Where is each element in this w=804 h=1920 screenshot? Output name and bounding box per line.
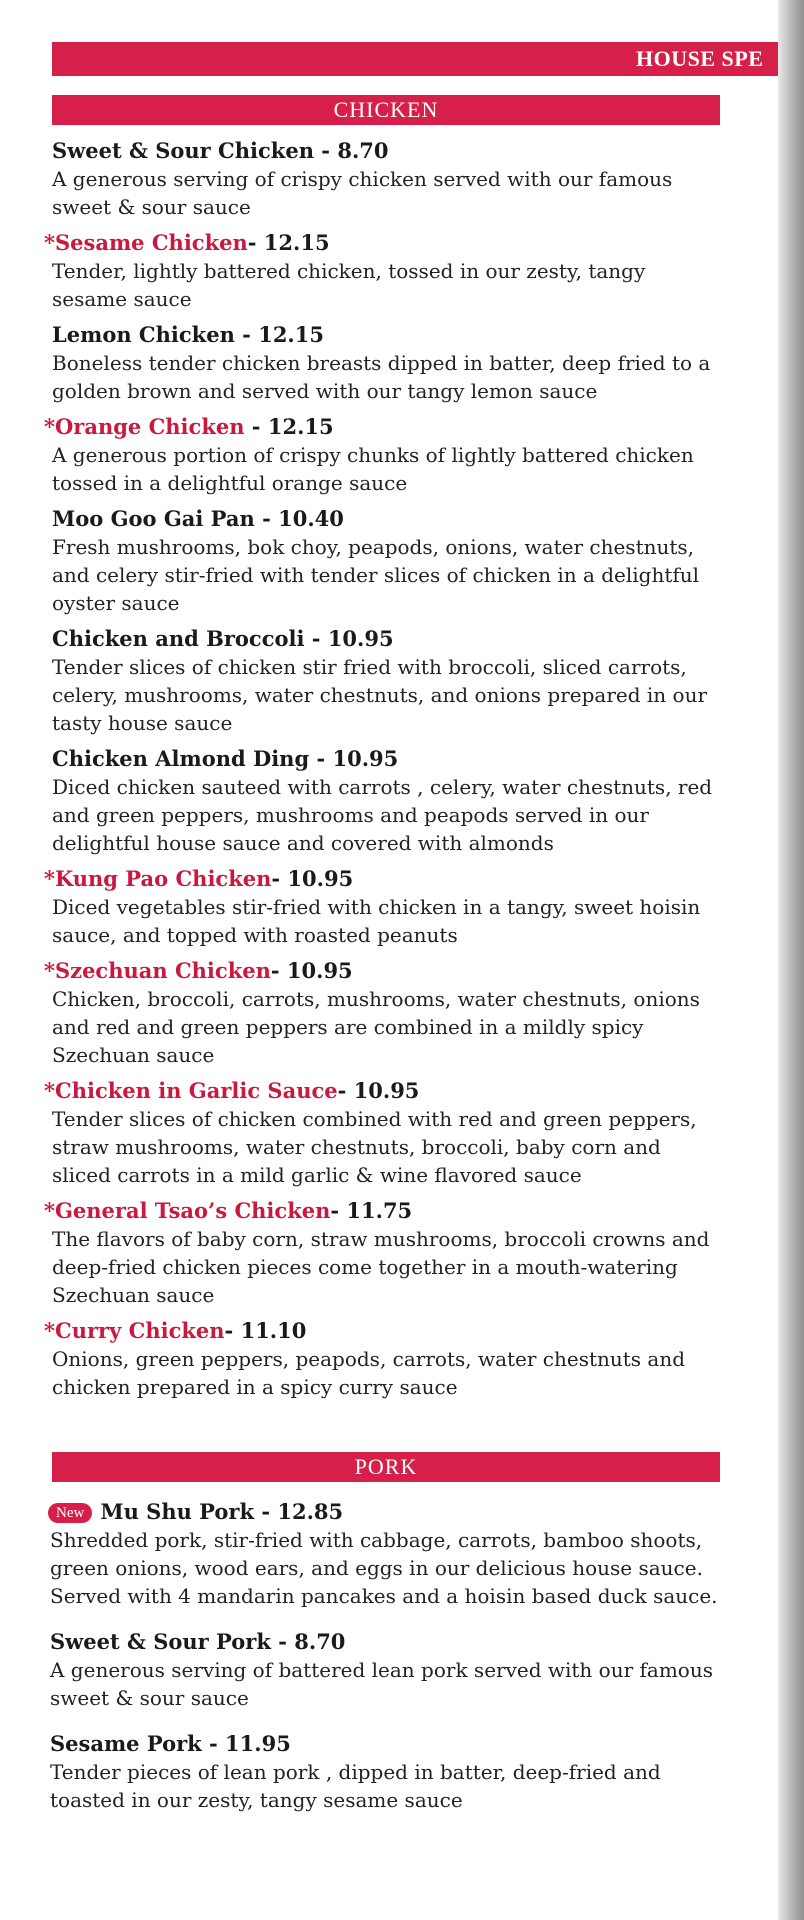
- item-title: [44, 1317, 724, 1345]
- item-description: Boneless tender chicken breasts dipped in batter, deep fried to a golden brown and served with our tangy lemon sauce: [52, 351, 711, 403]
- item-description: Chicken, broccoli, carrots, mushrooms, water chestnuts, onions and red and green peppers are combined in a mildly spicy Szechuan sauce: [52, 987, 700, 1067]
- item-sep: -: [314, 138, 338, 163]
- item-description: Onions, green peppers, peapods, carrots, water chestnuts and chicken prepared in a spicy curry sauce: [52, 1347, 686, 1399]
- item-sep: -: [271, 866, 288, 891]
- menu-item: [0, 1317, 780, 1401]
- item-name: Orange Chicken: [54, 414, 245, 439]
- item-price: 10.95: [353, 1078, 420, 1103]
- item-sep: -: [234, 322, 259, 347]
- item-title: [44, 1197, 724, 1225]
- item-name: Szechuan Chicken: [54, 958, 271, 983]
- item-price: 10.95: [287, 866, 354, 891]
- item-name: Chicken Almond Ding: [52, 746, 310, 771]
- item-title: [50, 1730, 724, 1758]
- menu-item: [0, 745, 780, 857]
- item-title: [44, 865, 724, 893]
- item-name: Chicken and Broccoli: [52, 626, 305, 651]
- item-title: [44, 413, 724, 441]
- item-price: 10.40: [278, 506, 344, 531]
- item-description: Tender pieces of lean pork , dipped in batter, deep-fried and toasted in our zesty, tangy sesame sauce: [50, 1760, 661, 1812]
- menu-item: [0, 1077, 780, 1189]
- item-description: Tender slices of chicken combined with red and green peppers, straw mushrooms, water chestnuts, broccoli, baby corn and sliced carrots in a mild garlic & wine flavored sauce: [52, 1107, 697, 1187]
- spicy-star: *: [44, 1318, 55, 1343]
- new-badge: New: [48, 1503, 92, 1523]
- menu-item: [0, 1628, 780, 1712]
- item-name: Sesame Pork: [50, 1731, 202, 1756]
- page-edge-shadow: [778, 0, 804, 1920]
- item-sep: -: [270, 1629, 295, 1654]
- item-description: Fresh mushrooms, bok choy, peapods, onions, water chestnuts, and celery stir-fried with tender slices of chicken in a delightful oyster sauce: [52, 535, 700, 615]
- item-price: 12.15: [258, 322, 324, 347]
- item-sep: -: [330, 1198, 347, 1223]
- house-specials-banner: [52, 42, 780, 76]
- chicken-section-header: CHICKEN: [52, 95, 720, 125]
- item-title: [52, 505, 724, 533]
- item-price: 12.15: [263, 230, 330, 255]
- item-description: Diced chicken sauteed with carrots , celery, water chestnuts, red and green peppers, mushrooms and peapods served in our delightful house sauce and covered with almonds: [52, 775, 713, 855]
- item-price: 8.70: [294, 1629, 346, 1654]
- spicy-star: *: [44, 1198, 55, 1223]
- item-name: Sweet & Sour Chicken: [52, 138, 314, 163]
- item-name: Moo Goo Gai Pan: [52, 506, 255, 531]
- item-name: Lemon Chicken: [52, 322, 235, 347]
- item-description: Shredded pork, stir-fried with cabbage, carrots, bamboo shoots, green onions, wood ears, and eggs in our delicious house sauce. Served with 4 mandarin pancakes and a hoisin based duck sauce.: [50, 1528, 718, 1608]
- item-price: 11.10: [240, 1318, 307, 1343]
- item-name: Mu Shu Pork: [100, 1499, 255, 1524]
- item-price: 12.85: [277, 1499, 344, 1524]
- item-description: A generous portion of crispy chunks of lightly battered chicken tossed in a delightful orange sauce: [52, 443, 694, 495]
- item-name: Kung Pao Chicken: [54, 866, 272, 891]
- pork-section-header: PORK: [52, 1452, 720, 1482]
- item-title: [44, 229, 724, 257]
- item-price: 8.70: [337, 138, 389, 163]
- menu-item: [0, 957, 780, 1069]
- item-price: 12.15: [267, 414, 334, 439]
- menu-item: [0, 1730, 780, 1814]
- item-name: Chicken in Garlic Sauce: [54, 1078, 338, 1103]
- house-specials-title: HOUSE SPE: [636, 46, 764, 71]
- menu-item: [0, 321, 780, 405]
- item-description: Tender, lightly battered chicken, tossed in our zesty, tangy sesame sauce: [52, 259, 646, 311]
- spicy-star: *: [44, 230, 55, 255]
- item-sep: -: [304, 626, 328, 651]
- item-price: 10.95: [332, 746, 399, 771]
- item-sep: -: [337, 1078, 354, 1103]
- item-name: Sesame Chicken: [54, 230, 248, 255]
- menu-item: [0, 1498, 780, 1610]
- item-description: Tender slices of chicken stir fried with broccoli, sliced carrots, celery, mushrooms, water chestnuts, and onions prepared in our tasty house sauce: [52, 655, 708, 735]
- item-title: [52, 745, 724, 773]
- item-title: [48, 1498, 724, 1526]
- menu-item: [0, 229, 780, 313]
- item-sep: -: [270, 958, 287, 983]
- item-description: Diced vegetables stir-fried with chicken in a tangy, sweet hoisin sauce, and topped with roasted peanuts: [52, 895, 701, 947]
- item-name: Curry Chicken: [54, 1318, 225, 1343]
- pork-section: [0, 1498, 780, 1832]
- item-sep: -: [247, 230, 264, 255]
- item-sep: -: [254, 1499, 278, 1524]
- item-price: 10.95: [327, 626, 394, 651]
- menu-item: [0, 137, 780, 221]
- item-description: A generous serving of crispy chicken served with our famous sweet & sour sauce: [52, 167, 673, 219]
- item-price: 11.95: [225, 1731, 291, 1756]
- item-sep: -: [254, 506, 279, 531]
- spicy-star: *: [44, 958, 55, 983]
- spicy-star: *: [44, 414, 55, 439]
- menu-item: [0, 865, 780, 949]
- item-title: [52, 625, 724, 653]
- item-title: [44, 1077, 724, 1105]
- item-description: The flavors of baby corn, straw mushrooms, broccoli crowns and deep-fried chicken pieces come together in a mouth-watering Szechuan sauce: [52, 1227, 710, 1307]
- menu-item: [0, 625, 780, 737]
- item-name: General Tsao’s Chicken: [54, 1198, 331, 1223]
- item-title: [52, 137, 724, 165]
- item-description: A generous serving of battered lean pork served with our famous sweet & sour sauce: [50, 1658, 713, 1710]
- item-price: 11.75: [346, 1198, 413, 1223]
- item-sep: -: [244, 414, 268, 439]
- menu-item: [0, 505, 780, 617]
- spicy-star: *: [44, 1078, 55, 1103]
- item-name: Sweet & Sour Pork: [50, 1629, 271, 1654]
- item-price: 10.95: [286, 958, 353, 983]
- item-sep: -: [309, 746, 333, 771]
- menu-item: [0, 1197, 780, 1309]
- spicy-star: *: [44, 866, 55, 891]
- menu-item: [0, 413, 780, 497]
- item-title: [50, 1628, 724, 1656]
- item-sep: -: [224, 1318, 241, 1343]
- item-title: [52, 321, 724, 349]
- item-title: [44, 957, 724, 985]
- chicken-section: [0, 137, 780, 1409]
- item-sep: -: [201, 1731, 226, 1756]
